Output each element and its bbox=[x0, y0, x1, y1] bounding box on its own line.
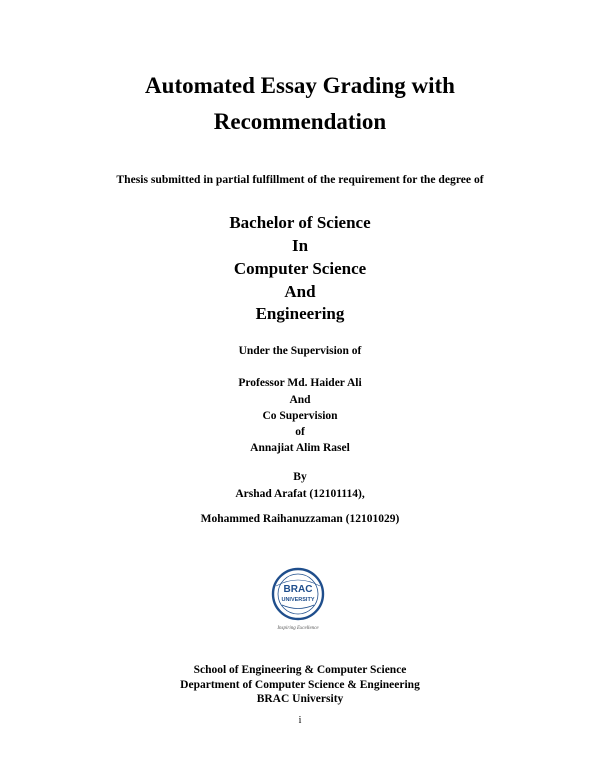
co-supervision-of: of bbox=[295, 426, 305, 438]
thesis-title-line-2: Recommendation bbox=[213, 109, 387, 134]
university-seal-icon bbox=[258, 566, 338, 632]
logo-text-university: UNIVERSITY bbox=[281, 597, 315, 603]
author-1: Arshad Arafat (12101114), bbox=[235, 488, 365, 500]
degree-line-4: And bbox=[284, 282, 316, 301]
page-number: i bbox=[298, 715, 302, 726]
degree-line-5: Engineering bbox=[255, 304, 345, 323]
co-supervisor-name: Annajiat Alim Rasel bbox=[250, 442, 350, 454]
author-2: Mohammed Raihanuzzaman (12101029) bbox=[200, 513, 400, 525]
co-supervision-label: Co Supervision bbox=[262, 410, 338, 422]
school-name: School of Engineering & Computer Science bbox=[193, 664, 407, 676]
logo-tagline: Inspiring Excellence bbox=[277, 626, 319, 631]
authors-by: By bbox=[293, 471, 307, 483]
degree-line-1: Bachelor of Science bbox=[229, 213, 371, 232]
thesis-subtitle: Thesis submitted in partial fulfillment of the requirement for the degree of bbox=[116, 173, 484, 186]
brac-university-logo bbox=[258, 566, 338, 632]
supervisor-name: Professor Md. Haider Ali bbox=[238, 377, 362, 389]
supervision-and: And bbox=[289, 394, 311, 406]
thesis-title-line-1: Automated Essay Grading with bbox=[145, 73, 455, 98]
department-name: Department of Computer Science & Engineering bbox=[180, 679, 420, 691]
degree-line-3: Computer Science bbox=[233, 259, 367, 278]
logo-text-brac: BRAC bbox=[283, 584, 313, 595]
university-name: BRAC University bbox=[256, 693, 344, 705]
supervision-heading: Under the Supervision of bbox=[238, 345, 362, 357]
degree-line-2: In bbox=[291, 236, 309, 255]
